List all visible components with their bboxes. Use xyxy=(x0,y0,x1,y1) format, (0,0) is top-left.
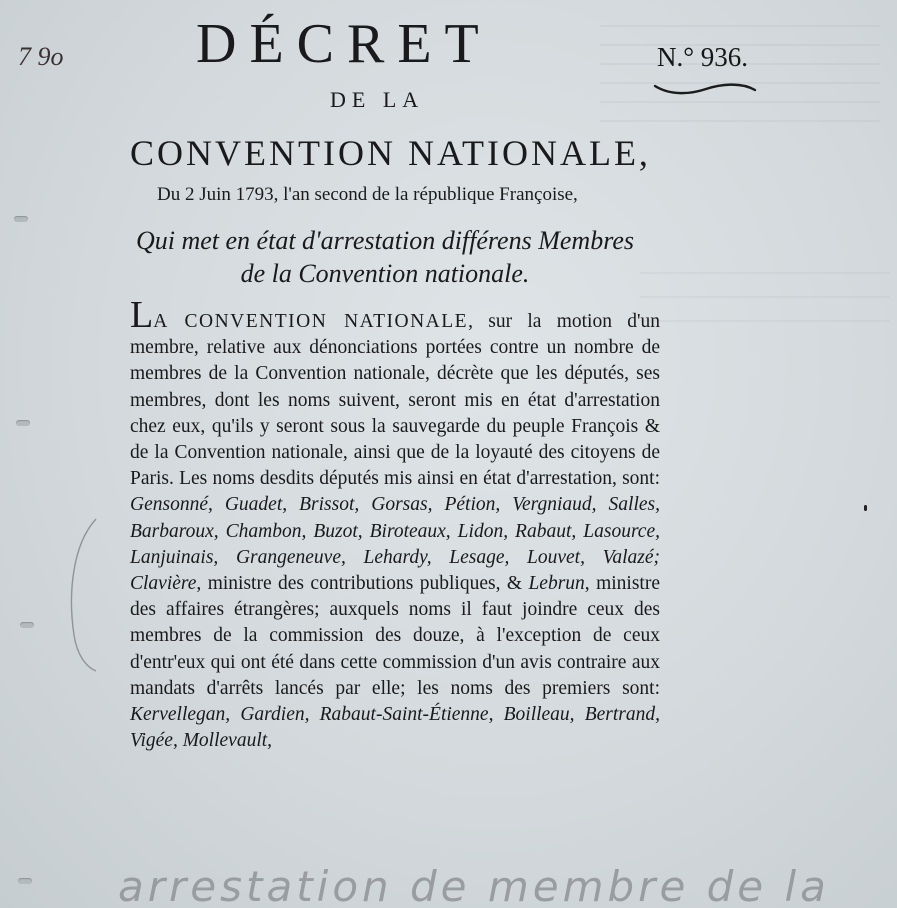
margin-note: 7 9o xyxy=(18,42,64,71)
show-through xyxy=(640,250,890,330)
commission-names: Kervellegan, Gardien, Rabaut-Saint-Étienne, Boilleau, Bertrand, Vigée, Mollevault, xyxy=(130,704,660,752)
binding-hole xyxy=(16,420,30,426)
deputies-names: Gensonné, Guadet, Brissot, Gorsas, Pétion, Vergniaud, Salles, Barbaroux, Chambon, Buzot, Biroteaux, Lidon, Rabaut, Lasource, Lanjuinais, Grangeneuve, Lehardy, Lesage, Louvet, Valazé; Clavière xyxy=(130,494,660,595)
title-de-la: DE LA xyxy=(330,87,425,112)
document-title: DÉCRET xyxy=(196,13,492,75)
body-paragraph-3: , ministre des affaires étrangères; auxquels noms il faut joindre ceux des membres de la commission des douze, à l'exception de ceux d'entr'eux qui ont été dans cette commission d'un avis contraire aux mandats d'arrêts lancés par elle; les noms des premiers sont: xyxy=(130,573,660,699)
body-paragraph-2: , ministre des contributions publiques, & xyxy=(196,573,529,595)
decree-body xyxy=(130,294,660,754)
binding-hole xyxy=(18,878,32,884)
binding-hole xyxy=(14,216,28,222)
title-convention: CONVENTION NATIONALE, xyxy=(130,133,651,173)
body-paragraph-1: , sur la motion d'un membre, relative aux dénonciations portées contre un nombre de membres de la Convention nationale, décrète que les députés, ses membres, dont les noms suivent, seront mis en état d'arrestation chez eux, qu'ils y seront sous la sauvegarde du peuple François & de la Convention nationale, ainsi que de la loyauté des citoyens de Paris. Les noms desdits députés mis ainsi en état d'arrestation, sont: xyxy=(130,311,660,490)
binding-hole xyxy=(20,622,34,628)
subtitle-line-2: de la Convention nationale. xyxy=(240,259,530,288)
number-flourish xyxy=(651,80,761,98)
lead-words: A CONVENTION NATIONALE xyxy=(153,311,469,332)
pencil-annotation: arrestation de membre de la xyxy=(118,862,830,908)
drop-cap: L xyxy=(130,294,154,336)
show-through xyxy=(600,8,880,138)
pencil-bracket xyxy=(62,515,102,675)
minister-name: Lebrun xyxy=(528,573,585,595)
dateline: Du 2 Juin 1793, l'an second de la république Françoise, xyxy=(157,184,578,205)
subtitle-line-1: Qui met en état d'arrestation différens Membres xyxy=(135,226,635,255)
decree-subtitle xyxy=(120,224,650,290)
ink-speck xyxy=(864,505,867,511)
decree-number: N.° 936. xyxy=(657,42,749,72)
